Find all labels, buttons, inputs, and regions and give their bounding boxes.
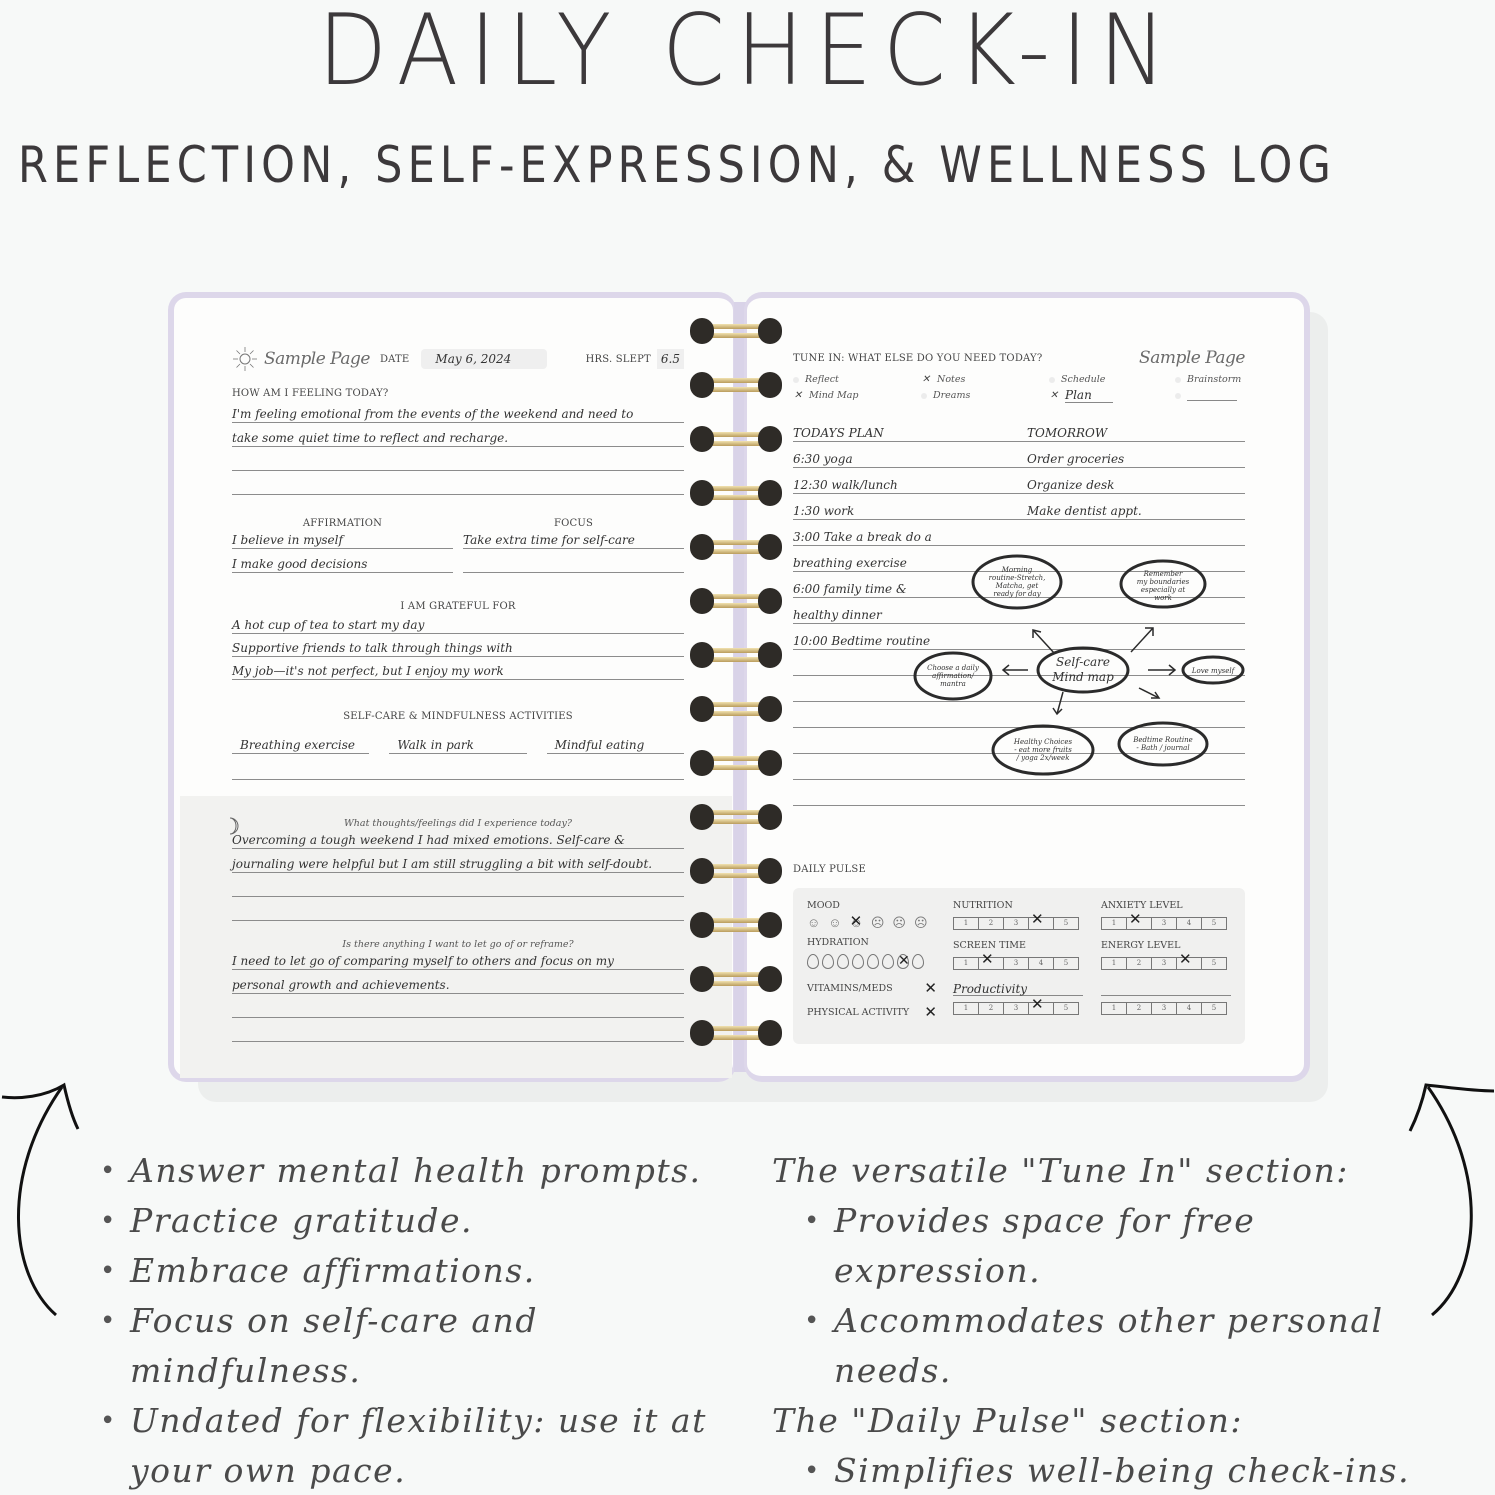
scale-cell[interactable]: 4	[1029, 958, 1054, 969]
today-plan-column	[793, 420, 1027, 442]
plan-line[interactable]	[793, 754, 1245, 780]
feature-item: • Focus on self-care and mindfulness.	[100, 1296, 760, 1396]
tune-option-mind-map[interactable]	[793, 388, 921, 403]
tune-in-label: TUNE IN: WHAT ELSE DO YOU NEED TODAY?	[793, 352, 1043, 364]
tune-in-section	[793, 348, 1245, 403]
scale-cell[interactable]: 2	[1127, 1003, 1152, 1014]
energy-level-scale[interactable]	[1101, 957, 1227, 970]
feeling-line[interactable]	[232, 447, 684, 471]
checked-x-icon: ✕	[793, 390, 803, 401]
grateful-line[interactable]	[232, 634, 684, 657]
option-label: Reflect	[805, 374, 839, 385]
plan-text: 6:00 family time &	[793, 582, 907, 596]
plan-line[interactable]	[793, 442, 1027, 468]
physical-activity-row[interactable]	[807, 1003, 937, 1021]
feature-item: • Practice gratitude.	[100, 1196, 760, 1246]
binding-ring-icon	[690, 372, 782, 398]
custom-scale-label-line[interactable]	[1101, 980, 1231, 996]
mind-map-node: Morning	[1001, 566, 1033, 574]
checked-x-icon: ✕	[1049, 390, 1059, 401]
tune-in-options	[793, 374, 1245, 403]
tomorrow-header	[1027, 420, 1245, 442]
sample-page-label: Sample Page	[264, 349, 370, 369]
unchecked-box	[921, 393, 927, 399]
svg-text:Healthy Choices: Healthy Choices	[1013, 738, 1073, 746]
self-care-section	[232, 711, 684, 780]
feature-item: • Answer mental health prompts.	[100, 1146, 760, 1196]
grateful-label: I AM GRATEFUL FOR	[400, 601, 516, 612]
svg-text:Love myself: Love myself	[1191, 667, 1235, 675]
feeling-text: take some quiet time to reflect and recharge.	[232, 431, 509, 445]
water-drop-icon[interactable]	[912, 954, 924, 969]
scale-cell[interactable]: 3	[1004, 958, 1029, 969]
affirmation-text: I make good decisions	[232, 557, 368, 571]
custom-option-blank[interactable]	[1187, 391, 1237, 401]
tomorrow-line[interactable]	[1027, 468, 1245, 494]
svg-text:- Bath / journal: - Bath / journal	[1136, 744, 1190, 752]
tomorrow-label: TOMORROW	[1027, 426, 1108, 440]
tomorrow-text: Organize desk	[1027, 478, 1115, 492]
tune-in-heading: The versatile "Tune In" section:	[772, 1151, 1349, 1190]
affirmation-focus-section	[232, 518, 684, 573]
planner-spread	[168, 292, 1310, 1082]
binding-ring-icon	[690, 426, 782, 452]
grateful-line[interactable]	[232, 612, 684, 634]
feature-item: • Undated for flexibility: use it at your own pace.	[100, 1396, 760, 1495]
daily-pulse-heading: The "Daily Pulse" section:	[772, 1401, 1243, 1440]
self-care-item[interactable]	[232, 732, 369, 754]
svg-text:- eat more fruits: - eat more fruits	[1014, 746, 1072, 754]
tune-option-brainstorm[interactable]	[1175, 374, 1245, 385]
svg-text:mantra: mantra	[940, 680, 966, 688]
feature-item: • Embrace affirmations.	[100, 1246, 760, 1296]
scale-cell[interactable]: 2	[979, 1003, 1004, 1014]
plan-line[interactable]	[793, 520, 1245, 546]
feeling-section	[232, 388, 684, 495]
svg-text:Choose a daily: Choose a daily	[927, 664, 979, 672]
unchecked-box	[1175, 377, 1181, 383]
sample-page-label: Sample Page	[1139, 348, 1245, 368]
nutrition-label: NUTRITION	[953, 900, 1013, 911]
tune-option-custom[interactable]	[1175, 388, 1245, 403]
unchecked-box	[1049, 377, 1055, 383]
water-drop-icon[interactable]	[807, 954, 819, 969]
binding-ring-icon	[690, 750, 782, 776]
feature-item: • Accommodates other personal needs.	[772, 1296, 1472, 1396]
right-page	[744, 292, 1310, 1082]
plan-line[interactable]	[793, 468, 1027, 494]
sun-icon	[232, 346, 258, 372]
tune-option-reflect[interactable]	[793, 374, 921, 385]
screen-time-scale[interactable]	[953, 957, 1079, 970]
thoughts-prompt: What thoughts/feelings did I experience today?	[344, 818, 572, 829]
tune-option-notes[interactable]	[921, 374, 1049, 385]
unchecked-box	[793, 377, 799, 383]
scale-cell[interactable]: 1	[954, 958, 979, 969]
tune-option-dreams[interactable]	[921, 388, 1049, 403]
svg-text:Self-care: Self-care	[1056, 655, 1110, 669]
hrs-slept-field[interactable]	[657, 349, 684, 369]
scale-cell[interactable]: 2	[979, 918, 1004, 929]
feeling-line[interactable]	[232, 399, 684, 423]
scale-cell[interactable]: 1	[1102, 958, 1127, 969]
binding-ring-icon	[690, 1020, 782, 1046]
left-page-header	[232, 346, 684, 372]
physical-check-icon[interactable]: ✕	[924, 1004, 937, 1021]
plan-line[interactable]	[793, 546, 1245, 572]
binding-ring-icon	[690, 588, 782, 614]
energy-level-label: ENERGY LEVEL	[1101, 940, 1181, 951]
scale-cell[interactable]: 5	[1063, 1004, 1069, 1012]
plan-line[interactable]	[793, 572, 1245, 598]
scale-cell-selected[interactable]	[979, 958, 1004, 969]
plan-text: 10:00 Bedtime routine	[793, 634, 931, 648]
hydration-label: HYDRATION	[807, 937, 869, 948]
affirmation-label: AFFIRMATION	[302, 518, 383, 529]
water-drop-icon[interactable]	[867, 954, 879, 969]
self-care-text: Walk in park	[397, 738, 474, 752]
scale-cell[interactable]: 5	[1063, 959, 1069, 967]
scale-cell[interactable]: 3	[1004, 1003, 1029, 1014]
focus-label: FOCUS	[553, 518, 594, 529]
scale-cell-selected[interactable]	[1029, 1003, 1054, 1014]
scale-cell[interactable]: 5	[1211, 1004, 1217, 1012]
features-right-list	[772, 1146, 1472, 1495]
option-label: Dreams	[933, 390, 971, 401]
grateful-text: Supportive friends to talk through things with	[232, 641, 513, 655]
reframe-line[interactable]	[232, 970, 684, 994]
binding-ring-icon	[690, 318, 782, 344]
affirmation-column	[232, 518, 453, 573]
svg-text:especially at: especially at	[1140, 586, 1186, 594]
left-page	[168, 292, 736, 1082]
scale-cell-selected[interactable]	[1029, 918, 1054, 929]
thoughts-text: Overcoming a tough weekend I had mixed emotions. Self-care &	[232, 833, 625, 847]
grateful-section	[232, 601, 684, 680]
date-value: May 6, 2024	[435, 352, 512, 366]
productivity-label: Productivity	[953, 982, 1028, 996]
svg-text:ready for day: ready for day	[993, 590, 1041, 598]
unchecked-box	[1175, 393, 1181, 399]
plan-line[interactable]	[793, 676, 1245, 702]
vitamins-check-icon[interactable]: ✕	[924, 980, 937, 997]
option-label: Plan	[1065, 388, 1113, 403]
today-plan-header	[793, 420, 1027, 442]
focus-text: Take extra time for self-care	[463, 533, 635, 547]
binding-ring-icon	[690, 696, 782, 722]
option-label: Schedule	[1061, 374, 1106, 385]
curved-arrow-left-icon	[0, 1075, 90, 1325]
focus-line[interactable]	[463, 549, 684, 573]
self-care-extra-line[interactable]	[232, 754, 684, 780]
feeling-line[interactable]	[232, 471, 684, 495]
tomorrow-line[interactable]	[1027, 494, 1245, 520]
custom-scale-label-line[interactable]	[953, 980, 1083, 996]
thoughts-line[interactable]	[232, 897, 684, 921]
plan-line[interactable]	[793, 780, 1245, 806]
scale-cell[interactable]: 1	[1102, 918, 1127, 929]
daily-pulse-label: DAILY PULSE	[793, 864, 866, 875]
affirmation-line[interactable]	[232, 549, 453, 573]
custom-scale[interactable]	[1101, 1002, 1227, 1015]
scale-cell[interactable]: 1	[1102, 1003, 1127, 1014]
self-care-text: Mindful eating	[554, 738, 645, 752]
scale-cell[interactable]: 4	[1177, 918, 1202, 929]
option-label: Brainstorm	[1187, 374, 1242, 385]
reframe-line[interactable]	[232, 950, 684, 970]
page-subtitle: REFLECTION, SELF-EXPRESSION, & WELLNESS LOG	[18, 136, 1336, 194]
tomorrow-text: Order groceries	[1027, 452, 1125, 466]
today-plan-label: TODAYS PLAN	[793, 426, 884, 440]
scale-cell-selected[interactable]	[1177, 958, 1202, 969]
mood-label: MOOD	[807, 900, 840, 911]
affirmation-line[interactable]	[232, 529, 453, 549]
svg-text:Mind map: Mind map	[1052, 670, 1114, 684]
svg-text:Matcha, get: Matcha, get	[995, 582, 1039, 590]
scale-cell[interactable]: 3	[1152, 958, 1177, 969]
scale-cell[interactable]: 3	[1004, 918, 1029, 929]
water-drop-icon[interactable]	[837, 954, 849, 969]
binding-ring-icon	[690, 966, 782, 992]
physical-activity-label: PHYSICAL ACTIVITY	[807, 1006, 910, 1018]
mood-neutral-icon[interactable]: ☹	[870, 915, 885, 930]
mood-very-sad-icon[interactable]: ☹	[913, 915, 928, 930]
plan-line[interactable]	[793, 702, 1245, 728]
hrs-slept-value: 6.5	[660, 352, 680, 366]
reframe-line[interactable]	[232, 1018, 684, 1042]
productivity-scale[interactable]	[953, 1002, 1079, 1015]
mood-sad-icon[interactable]: ☹	[892, 915, 906, 930]
mood-selector[interactable]	[807, 915, 937, 931]
scale-cell[interactable]: 4	[1177, 1003, 1202, 1014]
option-label: Mind Map	[809, 390, 859, 401]
feature-item: • Simplifies well-being check-ins.	[772, 1446, 1472, 1495]
binding-ring-icon	[690, 804, 782, 830]
self-care-item[interactable]	[547, 732, 684, 754]
grateful-text: My job—it's not perfect, but I enjoy my work	[232, 664, 504, 678]
water-drop-icon-checked[interactable]	[897, 954, 909, 969]
tomorrow-text: Make dentist appt.	[1027, 504, 1142, 518]
focus-line[interactable]	[463, 529, 684, 549]
feeling-label: HOW AM I FEELING TODAY?	[232, 388, 389, 399]
water-drop-icon[interactable]	[852, 954, 864, 969]
svg-text:/ yoga 2x/week: / yoga 2x/week	[1016, 754, 1070, 762]
svg-text:work: work	[1154, 594, 1172, 602]
reframe-text: personal growth and achievements.	[232, 978, 450, 992]
reframe-prompt: Is there anything I want to let go of or reframe?	[342, 939, 574, 950]
thoughts-line[interactable]	[232, 849, 684, 873]
svg-text:my boundaries: my boundaries	[1136, 578, 1190, 586]
vitamins-row[interactable]	[807, 979, 937, 997]
self-care-text: Breathing exercise	[240, 738, 355, 752]
plan-line[interactable]	[793, 598, 1245, 624]
mood-happy-icon[interactable]: ☺	[828, 915, 842, 930]
scale-cell[interactable]: 3	[1152, 918, 1177, 929]
svg-text:Remember: Remember	[1143, 570, 1183, 578]
thoughts-line[interactable]	[232, 873, 684, 897]
self-care-items	[232, 732, 684, 754]
nutrition-scale[interactable]	[953, 917, 1079, 930]
scale-cell[interactable]: 5	[1211, 959, 1217, 967]
grateful-line[interactable]	[232, 657, 684, 680]
scale-cell-selected[interactable]	[1127, 918, 1152, 929]
anxiety-level-scale[interactable]	[1101, 917, 1227, 930]
plan-section	[793, 420, 1245, 806]
binding-ring-icon	[690, 912, 782, 938]
scale-cell[interactable]: 1	[954, 918, 979, 929]
anxiety-level-label: ANXIETY LEVEL	[1101, 900, 1183, 911]
daily-pulse-panel	[793, 888, 1245, 1044]
svg-text:affirmation/: affirmation/	[932, 672, 974, 680]
water-drop-icon[interactable]	[882, 954, 894, 969]
hydration-tracker[interactable]	[807, 954, 937, 969]
plan-text: 3:00 Take a break do a	[793, 530, 932, 544]
svg-text:routine-Stretch,: routine-Stretch,	[988, 574, 1046, 582]
plan-line[interactable]	[793, 650, 1245, 676]
water-drop-icon[interactable]	[822, 954, 834, 969]
affirmation-text: I believe in myself	[232, 533, 343, 547]
feature-item: • Provides space for free expression.	[772, 1196, 1472, 1296]
thoughts-text: journaling were helpful but I am still struggling a bit with self-doubt.	[232, 857, 653, 871]
self-care-label: SELF-CARE & MINDFULNESS ACTIVITIES	[343, 711, 573, 722]
features-left-list	[100, 1146, 760, 1495]
scale-cell[interactable]: 5	[1063, 919, 1069, 927]
focus-column	[463, 518, 684, 573]
plan-text: healthy dinner	[793, 608, 882, 622]
tomorrow-column	[1027, 420, 1245, 442]
self-care-item[interactable]	[389, 732, 526, 754]
binding-ring-icon	[690, 642, 782, 668]
plan-text: 12:30 walk/lunch	[793, 478, 898, 492]
scale-cell[interactable]: 3	[1152, 1003, 1177, 1014]
plan-line[interactable]	[793, 624, 1245, 650]
feeling-text: I'm feeling emotional from the events of the weekend and need to	[232, 407, 634, 421]
evening-reflection-section	[180, 796, 732, 1078]
scale-cell[interactable]: 2	[1127, 958, 1152, 969]
scale-cell[interactable]: 5	[1211, 919, 1217, 927]
mood-content-icon-selected[interactable]: ☺ ✕	[850, 915, 863, 931]
binding-ring-icon	[690, 858, 782, 884]
plan-text: breathing exercise	[793, 556, 907, 570]
hrs-slept-label: HRS. SLEPT	[585, 353, 651, 365]
feeling-line[interactable]	[232, 423, 684, 447]
tune-option-schedule[interactable]	[1049, 374, 1175, 385]
svg-text:Bedtime Routine: Bedtime Routine	[1133, 736, 1193, 744]
screen-time-label: SCREEN TIME	[953, 940, 1026, 951]
tomorrow-line[interactable]	[1027, 442, 1245, 468]
plan-text: 6:30 yoga	[793, 452, 853, 466]
vitamins-label: VITAMINS/MEDS	[807, 982, 893, 994]
date-label: DATE	[379, 353, 410, 365]
grateful-text: A hot cup of tea to start my day	[232, 618, 425, 632]
binding-ring-icon	[690, 480, 782, 506]
binding-ring-icon	[690, 534, 782, 560]
plan-line[interactable]	[793, 728, 1245, 754]
mood-very-happy-icon[interactable]: ☺	[807, 915, 821, 930]
reframe-line[interactable]	[232, 994, 684, 1018]
date-field[interactable]	[421, 349, 547, 369]
thoughts-line[interactable]	[232, 829, 684, 849]
reframe-text: I need to let go of comparing myself to others and focus on my	[232, 954, 614, 968]
option-label: Notes	[937, 374, 966, 385]
checked-x-icon: ✕	[921, 374, 931, 385]
plan-line[interactable]	[793, 494, 1027, 520]
scale-cell[interactable]: 1	[954, 1003, 979, 1014]
plan-text: 1:30 work	[793, 504, 855, 518]
page-title: DAILY CHECK-IN	[317, 0, 1178, 108]
tune-option-plan[interactable]	[1049, 388, 1175, 403]
